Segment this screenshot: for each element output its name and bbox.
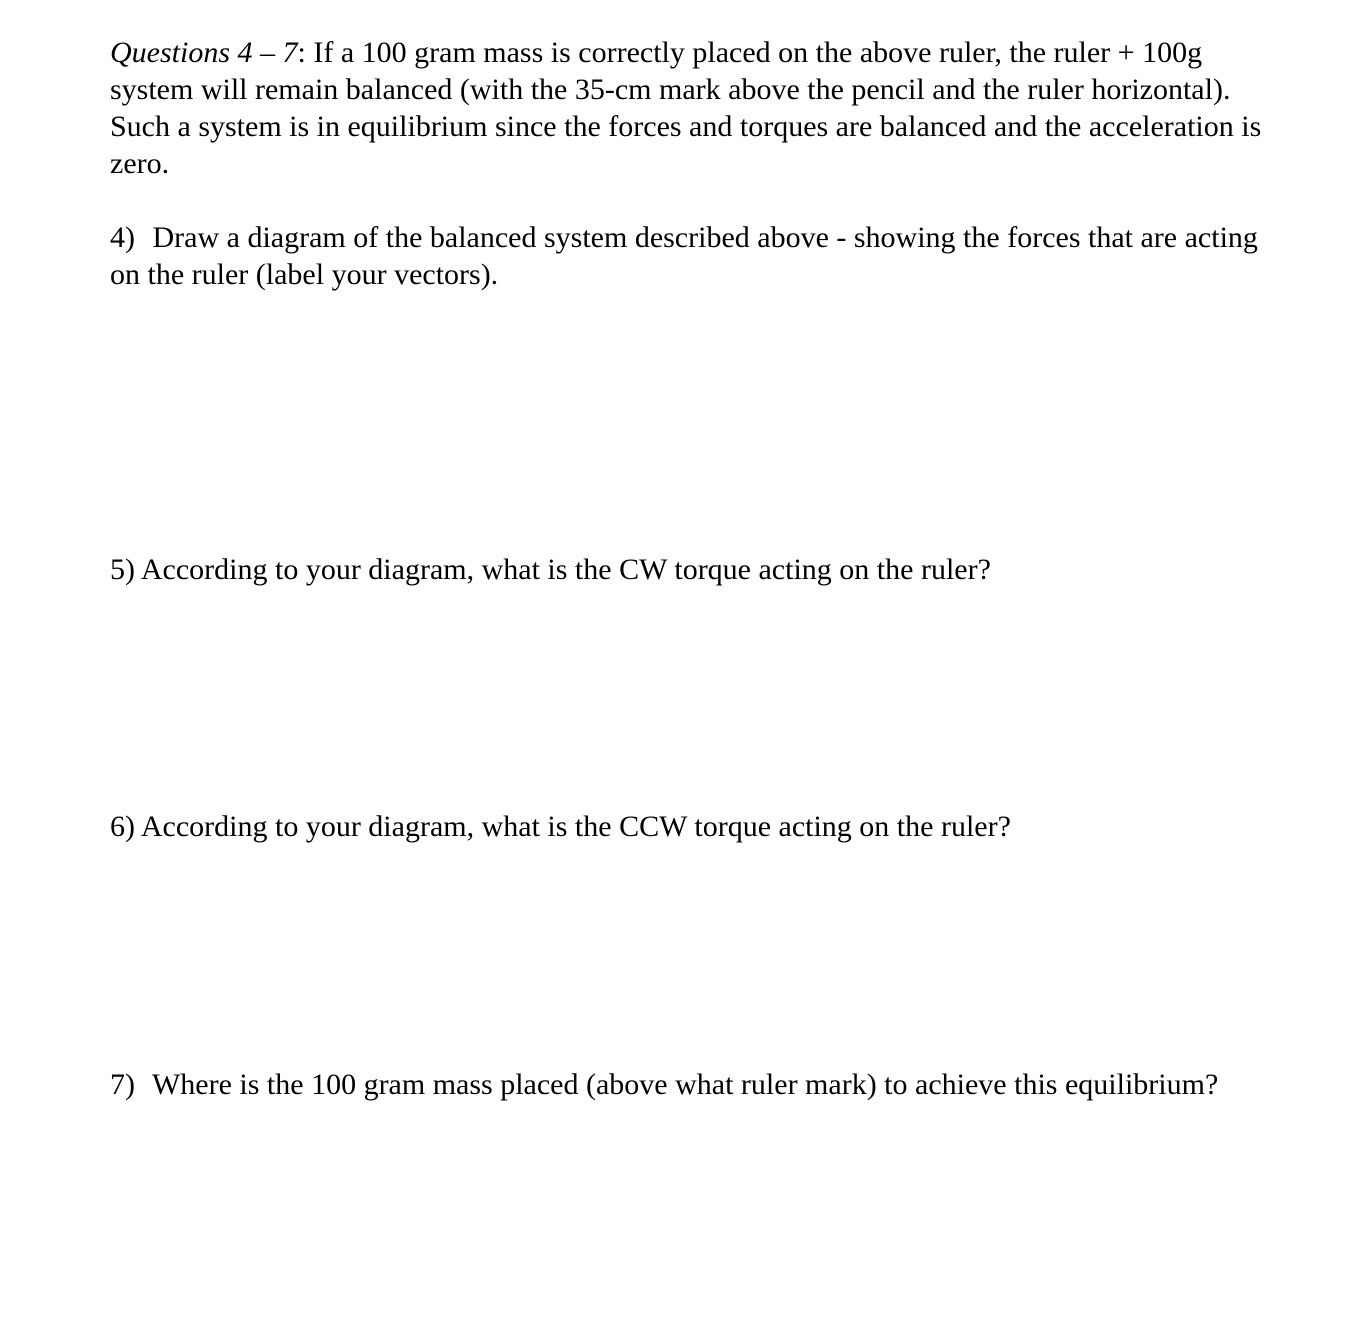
question-4 <box>110 219 1270 293</box>
question-7 <box>110 1066 1270 1103</box>
question-number: 5) <box>110 553 135 586</box>
question-text: Draw a diagram of the balanced system described above - showing the forces that are acting on the ruler (label your vectors). <box>110 221 1258 291</box>
intro-colon: : <box>297 36 306 69</box>
question-5 <box>110 551 1270 588</box>
question-text: Where is the 100 gram mass placed (above what ruler mark) to achieve this equilibrium? <box>151 1068 1219 1101</box>
intro-paragraph <box>110 34 1270 182</box>
question-text: According to your diagram, what is the CW torque acting on the ruler? <box>140 553 991 586</box>
question-6 <box>110 808 1270 845</box>
intro-text: If a 100 gram mass is correctly placed on the above ruler, the ruler + 100g system will remain balanced (with the 35-cm mark above the pencil and the ruler horizontal). Such a system is in equilibrium since the forces and torques are balanced and the acceleration is zero. <box>110 36 1262 180</box>
intro-label: Questions 4 – 7 <box>110 36 298 69</box>
question-number: 4) <box>110 221 135 254</box>
question-text: According to your diagram, what is the CCW torque acting on the ruler? <box>140 810 1011 843</box>
question-number: 6) <box>110 810 135 843</box>
question-number: 7) <box>110 1068 135 1101</box>
